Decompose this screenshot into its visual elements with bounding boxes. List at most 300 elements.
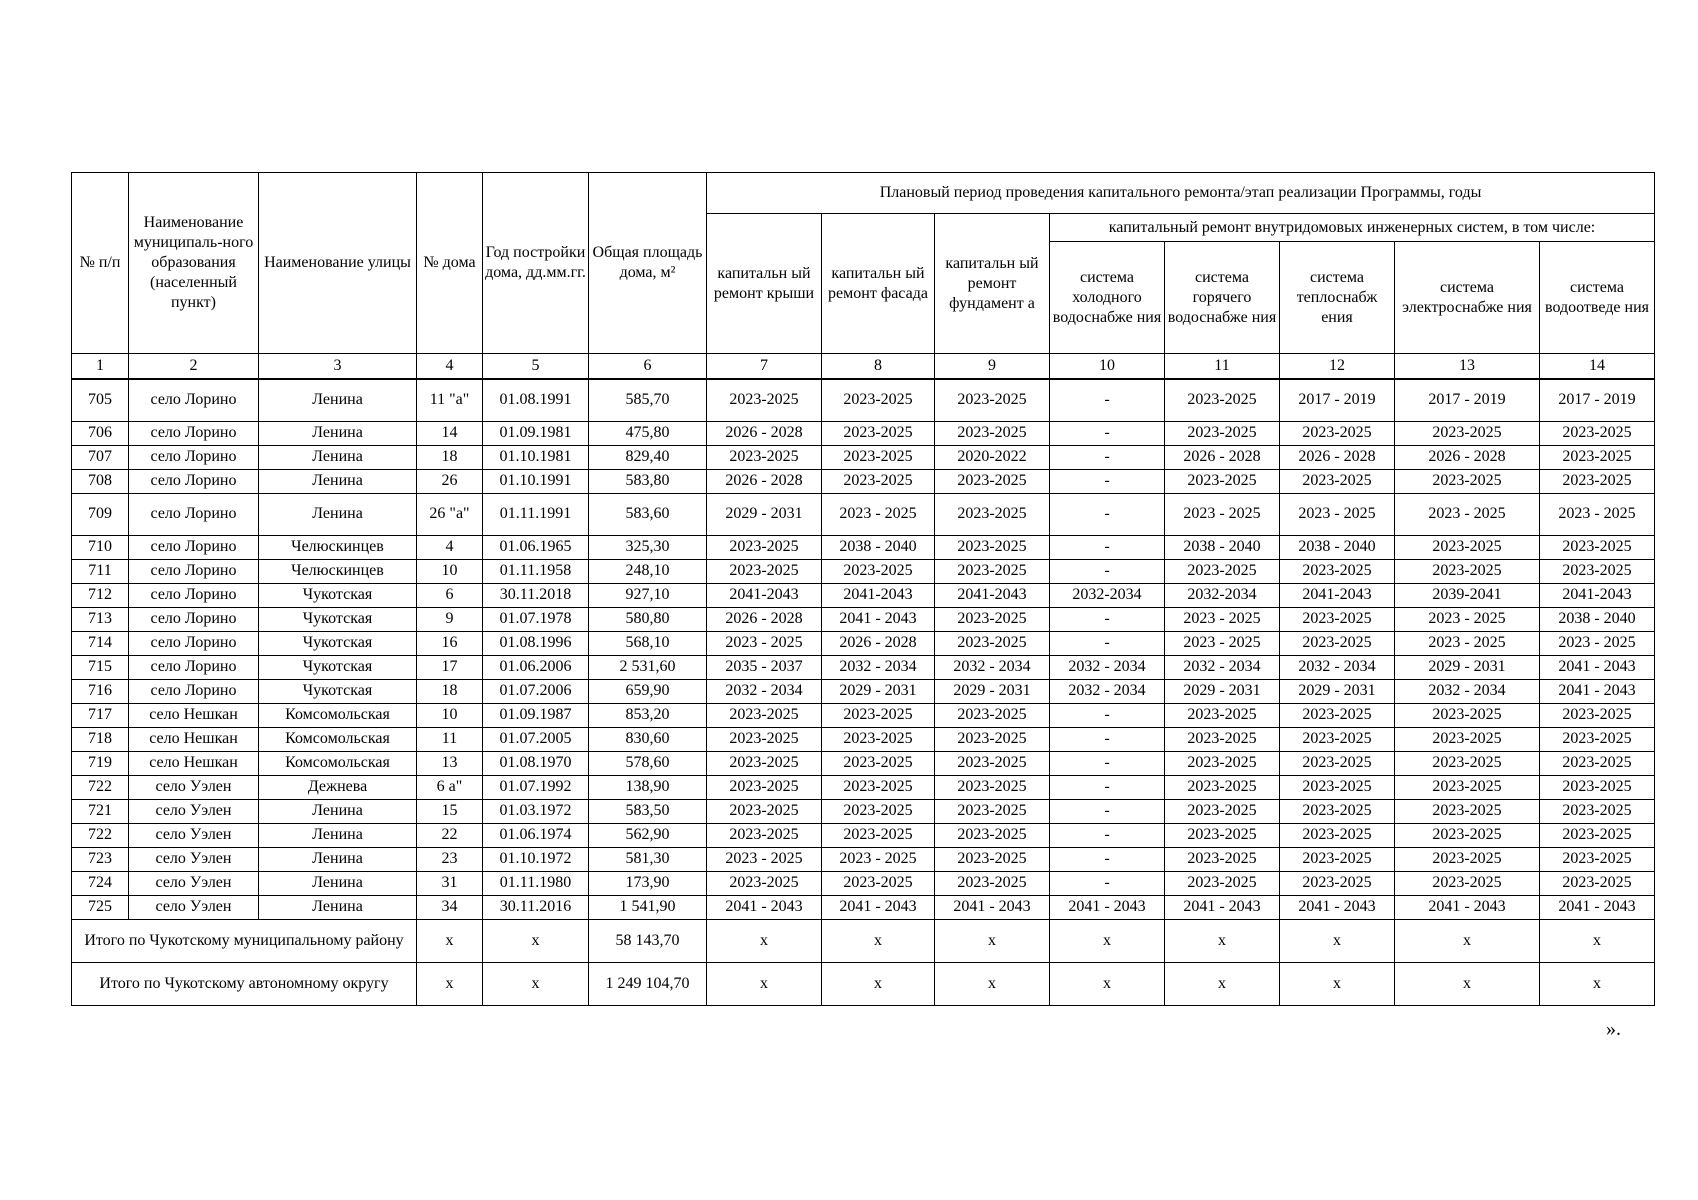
cell-house: 18: [417, 445, 483, 469]
closing-quote-mark: ».: [1606, 1018, 1621, 1040]
col-number: 8: [822, 354, 935, 380]
cell-c10: -: [1050, 703, 1165, 727]
col-number: 1: [72, 354, 129, 380]
cell-mun: село Уэлен: [129, 799, 259, 823]
cell-c7: 2029 - 2031: [707, 493, 822, 535]
header-hot-water: система горячего водоснабже ния: [1165, 242, 1280, 354]
cell-c7: 2035 - 2037: [707, 655, 822, 679]
cell-c10: -: [1050, 727, 1165, 751]
cell-c12: 2023-2025: [1280, 799, 1395, 823]
cell-c9: 2023-2025: [935, 871, 1050, 895]
cell-year: 01.10.1981: [483, 445, 589, 469]
col-number: 14: [1540, 354, 1655, 380]
cell-c9: 2023-2025: [935, 421, 1050, 445]
cell-mun: село Лорино: [129, 655, 259, 679]
total-c7: х: [707, 919, 822, 962]
cell-year: 01.08.1996: [483, 631, 589, 655]
cell-house: 26: [417, 469, 483, 493]
header-area: Общая площадь дома, м²: [589, 173, 707, 354]
cell-year: 01.11.1991: [483, 493, 589, 535]
cell-street: Челюскинцев: [259, 535, 417, 559]
cell-n: 708: [72, 469, 129, 493]
total-c13: х: [1395, 962, 1540, 1005]
cell-c12: 2023-2025: [1280, 469, 1395, 493]
table-row: [72, 679, 1655, 703]
cell-c7: 2041-2043: [707, 583, 822, 607]
cell-area: 580,80: [589, 607, 707, 631]
cell-c14: 2023-2025: [1540, 421, 1655, 445]
cell-n: 718: [72, 727, 129, 751]
cell-c12: 2041-2043: [1280, 583, 1395, 607]
total-c4: х: [417, 962, 483, 1005]
cell-c7: 2023-2025: [707, 379, 822, 421]
table-row: [72, 559, 1655, 583]
cell-c8: 2038 - 2040: [822, 535, 935, 559]
cell-c13: 2023-2025: [1395, 871, 1540, 895]
header-num: № п/п: [72, 173, 129, 354]
cell-c10: -: [1050, 871, 1165, 895]
total-c7: х: [707, 962, 822, 1005]
total-c6: 1 249 104,70: [589, 962, 707, 1005]
cell-c9: 2023-2025: [935, 823, 1050, 847]
total-c6: 58 143,70: [589, 919, 707, 962]
cell-c11: 2032 - 2034: [1165, 655, 1280, 679]
cell-c14: 2023-2025: [1540, 445, 1655, 469]
cell-year: 01.09.1981: [483, 421, 589, 445]
cell-c9: 2023-2025: [935, 607, 1050, 631]
cell-c14: 2023 - 2025: [1540, 631, 1655, 655]
cell-area: 585,70: [589, 379, 707, 421]
cell-c12: 2017 - 2019: [1280, 379, 1395, 421]
header-roof: капитальн ый ремонт крыши: [707, 214, 822, 354]
cell-c9: 2023-2025: [935, 751, 1050, 775]
col-number: 7: [707, 354, 822, 380]
cell-c13: 2023-2025: [1395, 775, 1540, 799]
cell-n: 725: [72, 895, 129, 919]
cell-street: Комсомольская: [259, 751, 417, 775]
cell-c10: -: [1050, 535, 1165, 559]
cell-c13: 2023-2025: [1395, 727, 1540, 751]
cell-c14: 2041 - 2043: [1540, 895, 1655, 919]
total-c8: х: [822, 919, 935, 962]
cell-area: 853,20: [589, 703, 707, 727]
repair-schedule-table: [71, 172, 1655, 1006]
cell-street: Ленина: [259, 823, 417, 847]
cell-mun: село Лорино: [129, 469, 259, 493]
total-c11: х: [1165, 919, 1280, 962]
cell-c11: 2023-2025: [1165, 703, 1280, 727]
table-row: [72, 421, 1655, 445]
cell-c10: -: [1050, 631, 1165, 655]
cell-mun: село Лорино: [129, 583, 259, 607]
cell-house: 22: [417, 823, 483, 847]
cell-street: Ленина: [259, 799, 417, 823]
cell-c13: 2023-2025: [1395, 421, 1540, 445]
cell-mun: село Нешкан: [129, 703, 259, 727]
cell-c10: -: [1050, 493, 1165, 535]
cell-year: 30.11.2018: [483, 583, 589, 607]
cell-mun: село Уэлен: [129, 847, 259, 871]
cell-area: 325,30: [589, 535, 707, 559]
cell-c8: 2041-2043: [822, 583, 935, 607]
cell-c9: 2029 - 2031: [935, 679, 1050, 703]
cell-year: 01.07.1978: [483, 607, 589, 631]
cell-c7: 2023-2025: [707, 775, 822, 799]
cell-c10: -: [1050, 847, 1165, 871]
cell-c12: 2041 - 2043: [1280, 895, 1395, 919]
cell-c8: 2032 - 2034: [822, 655, 935, 679]
cell-c7: 2041 - 2043: [707, 895, 822, 919]
table-row: [72, 775, 1655, 799]
cell-c13: 2023-2025: [1395, 751, 1540, 775]
col-number: 2: [129, 354, 259, 380]
cell-c9: 2041 - 2043: [935, 895, 1050, 919]
header-period: Плановый период проведения капитального ремонта/этап реализации Программы, годы: [707, 173, 1655, 214]
cell-year: 01.11.1958: [483, 559, 589, 583]
table-header: [72, 173, 1655, 380]
cell-c9: 2023-2025: [935, 631, 1050, 655]
cell-n: 721: [72, 799, 129, 823]
total-c8: х: [822, 962, 935, 1005]
cell-mun: село Уэлен: [129, 895, 259, 919]
cell-c9: 2023-2025: [935, 559, 1050, 583]
cell-c11: 2023-2025: [1165, 775, 1280, 799]
table-row: [72, 871, 1655, 895]
cell-n: 710: [72, 535, 129, 559]
table-row: [72, 583, 1655, 607]
cell-house: 31: [417, 871, 483, 895]
total-c12: х: [1280, 962, 1395, 1005]
cell-c14: 2023 - 2025: [1540, 493, 1655, 535]
total-label: Итого по Чукотскому автономному округу: [72, 962, 417, 1005]
cell-n: 705: [72, 379, 129, 421]
cell-n: 715: [72, 655, 129, 679]
cell-c8: 2023-2025: [822, 469, 935, 493]
cell-c8: 2023-2025: [822, 421, 935, 445]
cell-house: 14: [417, 421, 483, 445]
cell-c10: -: [1050, 607, 1165, 631]
cell-c13: 2023 - 2025: [1395, 631, 1540, 655]
cell-c12: 2023-2025: [1280, 823, 1395, 847]
cell-c8: 2023-2025: [822, 823, 935, 847]
table-row: [72, 799, 1655, 823]
cell-c7: 2026 - 2028: [707, 469, 822, 493]
col-number: 12: [1280, 354, 1395, 380]
cell-n: 714: [72, 631, 129, 655]
cell-area: 578,60: [589, 751, 707, 775]
header-electric: система электроснабже ния: [1395, 242, 1540, 354]
cell-c10: 2032-2034: [1050, 583, 1165, 607]
cell-area: 829,40: [589, 445, 707, 469]
cell-c11: 2023 - 2025: [1165, 607, 1280, 631]
cell-n: 719: [72, 751, 129, 775]
total-c13: х: [1395, 919, 1540, 962]
cell-c13: 2023-2025: [1395, 535, 1540, 559]
cell-c7: 2023 - 2025: [707, 631, 822, 655]
cell-c8: 2023-2025: [822, 703, 935, 727]
cell-c12: 2023-2025: [1280, 421, 1395, 445]
cell-mun: село Уэлен: [129, 871, 259, 895]
cell-street: Чукотская: [259, 679, 417, 703]
cell-area: 830,60: [589, 727, 707, 751]
cell-c9: 2023-2025: [935, 535, 1050, 559]
cell-c11: 2026 - 2028: [1165, 445, 1280, 469]
cell-house: 10: [417, 703, 483, 727]
total-c12: х: [1280, 919, 1395, 962]
cell-c13: 2023 - 2025: [1395, 493, 1540, 535]
cell-c14: 2023-2025: [1540, 823, 1655, 847]
table-row: [72, 895, 1655, 919]
cell-house: 11: [417, 727, 483, 751]
cell-c10: -: [1050, 823, 1165, 847]
cell-c12: 2026 - 2028: [1280, 445, 1395, 469]
cell-c12: 2023-2025: [1280, 727, 1395, 751]
cell-c14: 2023-2025: [1540, 775, 1655, 799]
col-number: 3: [259, 354, 417, 380]
cell-c11: 2038 - 2040: [1165, 535, 1280, 559]
cell-house: 4: [417, 535, 483, 559]
cell-c14: 2023-2025: [1540, 469, 1655, 493]
cell-c10: 2032 - 2034: [1050, 655, 1165, 679]
cell-n: 713: [72, 607, 129, 631]
cell-c9: 2020-2022: [935, 445, 1050, 469]
cell-street: Комсомольская: [259, 727, 417, 751]
header-year: Год постройки дома, дд.мм.гг.: [483, 173, 589, 354]
cell-street: Ленина: [259, 493, 417, 535]
cell-c13: 2023-2025: [1395, 469, 1540, 493]
cell-mun: село Нешкан: [129, 751, 259, 775]
cell-c11: 2023-2025: [1165, 871, 1280, 895]
cell-c13: 2023-2025: [1395, 559, 1540, 583]
cell-c8: 2023-2025: [822, 799, 935, 823]
cell-street: Ленина: [259, 379, 417, 421]
cell-c12: 2032 - 2034: [1280, 655, 1395, 679]
cell-year: 01.03.1972: [483, 799, 589, 823]
cell-c7: 2032 - 2034: [707, 679, 822, 703]
cell-c10: -: [1050, 421, 1165, 445]
cell-c10: 2032 - 2034: [1050, 679, 1165, 703]
col-number: 5: [483, 354, 589, 380]
cell-area: 583,80: [589, 469, 707, 493]
cell-street: Комсомольская: [259, 703, 417, 727]
cell-c11: 2029 - 2031: [1165, 679, 1280, 703]
cell-n: 722: [72, 823, 129, 847]
cell-house: 6 а": [417, 775, 483, 799]
col-number: 9: [935, 354, 1050, 380]
table-row: [72, 823, 1655, 847]
cell-area: 568,10: [589, 631, 707, 655]
total-row: [72, 919, 1655, 962]
cell-c11: 2023-2025: [1165, 559, 1280, 583]
header-drainage: система водоотведе ния: [1540, 242, 1655, 354]
cell-mun: село Лорино: [129, 421, 259, 445]
cell-year: 01.06.1974: [483, 823, 589, 847]
total-c5: х: [483, 962, 589, 1005]
cell-year: 01.08.1970: [483, 751, 589, 775]
cell-house: 17: [417, 655, 483, 679]
cell-house: 13: [417, 751, 483, 775]
cell-c8: 2023-2025: [822, 727, 935, 751]
cell-area: 138,90: [589, 775, 707, 799]
cell-mun: село Лорино: [129, 559, 259, 583]
cell-n: 706: [72, 421, 129, 445]
cell-c11: 2023-2025: [1165, 847, 1280, 871]
cell-c8: 2023 - 2025: [822, 847, 935, 871]
cell-year: 01.07.2006: [483, 679, 589, 703]
cell-c9: 2023-2025: [935, 799, 1050, 823]
cell-c10: -: [1050, 559, 1165, 583]
cell-year: 01.11.1980: [483, 871, 589, 895]
cell-c9: 2023-2025: [935, 493, 1050, 535]
cell-c14: 2041 - 2043: [1540, 679, 1655, 703]
cell-c8: 2041 - 2043: [822, 607, 935, 631]
cell-c9: 2023-2025: [935, 775, 1050, 799]
cell-c7: 2023-2025: [707, 823, 822, 847]
total-c4: х: [417, 919, 483, 962]
cell-c14: 2041-2043: [1540, 583, 1655, 607]
cell-c13: 2041 - 2043: [1395, 895, 1540, 919]
cell-c14: 2023-2025: [1540, 871, 1655, 895]
cell-c8: 2026 - 2028: [822, 631, 935, 655]
cell-c8: 2023-2025: [822, 871, 935, 895]
cell-c14: 2041 - 2043: [1540, 655, 1655, 679]
cell-c10: -: [1050, 751, 1165, 775]
cell-street: Чукотская: [259, 607, 417, 631]
cell-c13: 2017 - 2019: [1395, 379, 1540, 421]
cell-c10: -: [1050, 469, 1165, 493]
cell-c10: -: [1050, 445, 1165, 469]
cell-mun: село Лорино: [129, 493, 259, 535]
cell-house: 11 "а": [417, 379, 483, 421]
header-street: Наименование улицы: [259, 173, 417, 354]
header-facade: капитальн ый ремонт фасада: [822, 214, 935, 354]
header-house: № дома: [417, 173, 483, 354]
table-row: [72, 655, 1655, 679]
cell-c11: 2023-2025: [1165, 751, 1280, 775]
cell-c11: 2032-2034: [1165, 583, 1280, 607]
cell-area: 475,80: [589, 421, 707, 445]
header-municipality: Наименование муниципаль-ного образования (населенный пункт): [129, 173, 259, 354]
cell-area: 927,10: [589, 583, 707, 607]
cell-c8: 2023-2025: [822, 445, 935, 469]
table-row: [72, 703, 1655, 727]
cell-house: 9: [417, 607, 483, 631]
cell-c9: 2023-2025: [935, 379, 1050, 421]
cell-n: 712: [72, 583, 129, 607]
cell-house: 26 "а": [417, 493, 483, 535]
cell-c13: 2026 - 2028: [1395, 445, 1540, 469]
cell-c13: 2023 - 2025: [1395, 607, 1540, 631]
cell-year: 01.10.1972: [483, 847, 589, 871]
cell-year: 01.06.2006: [483, 655, 589, 679]
cell-c7: 2023-2025: [707, 559, 822, 583]
cell-n: 717: [72, 703, 129, 727]
column-number-row: [72, 354, 1655, 380]
cell-house: 16: [417, 631, 483, 655]
cell-year: 01.07.1992: [483, 775, 589, 799]
cell-area: 583,50: [589, 799, 707, 823]
cell-c12: 2029 - 2031: [1280, 679, 1395, 703]
cell-c13: 2023-2025: [1395, 703, 1540, 727]
cell-c12: 2023-2025: [1280, 775, 1395, 799]
cell-c11: 2023-2025: [1165, 379, 1280, 421]
cell-street: Ленина: [259, 847, 417, 871]
cell-c12: 2023-2025: [1280, 871, 1395, 895]
cell-year: 01.08.1991: [483, 379, 589, 421]
cell-c8: 2023-2025: [822, 751, 935, 775]
total-c14: х: [1540, 919, 1655, 962]
cell-c12: 2023-2025: [1280, 847, 1395, 871]
cell-house: 15: [417, 799, 483, 823]
cell-c11: 2023-2025: [1165, 727, 1280, 751]
header-heat: система теплоснабж ения: [1280, 242, 1395, 354]
cell-c12: 2023 - 2025: [1280, 493, 1395, 535]
cell-n: 716: [72, 679, 129, 703]
cell-c10: -: [1050, 379, 1165, 421]
table-row: [72, 445, 1655, 469]
cell-mun: село Лорино: [129, 445, 259, 469]
cell-street: Ленина: [259, 895, 417, 919]
cell-c7: 2023-2025: [707, 727, 822, 751]
cell-c9: 2023-2025: [935, 847, 1050, 871]
col-number: 4: [417, 354, 483, 380]
cell-year: 01.07.2005: [483, 727, 589, 751]
table-row: [72, 847, 1655, 871]
cell-area: 659,90: [589, 679, 707, 703]
cell-year: 01.06.1965: [483, 535, 589, 559]
cell-c7: 2023-2025: [707, 751, 822, 775]
cell-c11: 2023-2025: [1165, 421, 1280, 445]
cell-c7: 2023-2025: [707, 445, 822, 469]
cell-c12: 2023-2025: [1280, 607, 1395, 631]
cell-house: 18: [417, 679, 483, 703]
cell-house: 6: [417, 583, 483, 607]
cell-street: Чукотская: [259, 583, 417, 607]
cell-n: 707: [72, 445, 129, 469]
cell-c11: 2023-2025: [1165, 469, 1280, 493]
cell-c14: 2023-2025: [1540, 799, 1655, 823]
cell-n: 709: [72, 493, 129, 535]
cell-mun: село Уэлен: [129, 823, 259, 847]
total-c10: х: [1050, 962, 1165, 1005]
cell-c7: 2023-2025: [707, 799, 822, 823]
total-c9: х: [935, 962, 1050, 1005]
cell-c7: 2026 - 2028: [707, 607, 822, 631]
total-label: Итого по Чукотскому муниципальному району: [72, 919, 417, 962]
cell-c7: 2026 - 2028: [707, 421, 822, 445]
cell-mun: село Уэлен: [129, 775, 259, 799]
cell-house: 23: [417, 847, 483, 871]
cell-c8: 2041 - 2043: [822, 895, 935, 919]
cell-c14: 2023-2025: [1540, 559, 1655, 583]
cell-year: 01.10.1991: [483, 469, 589, 493]
table-row: [72, 493, 1655, 535]
cell-c12: 2038 - 2040: [1280, 535, 1395, 559]
cell-c14: 2023-2025: [1540, 535, 1655, 559]
cell-c13: 2023-2025: [1395, 799, 1540, 823]
cell-c7: 2023-2025: [707, 703, 822, 727]
cell-c8: 2029 - 2031: [822, 679, 935, 703]
cell-mun: село Лорино: [129, 535, 259, 559]
cell-c14: 2023-2025: [1540, 847, 1655, 871]
total-c9: х: [935, 919, 1050, 962]
cell-street: Ленина: [259, 871, 417, 895]
total-c11: х: [1165, 962, 1280, 1005]
cell-c7: 2023-2025: [707, 535, 822, 559]
cell-street: Чукотская: [259, 655, 417, 679]
cell-c13: 2032 - 2034: [1395, 679, 1540, 703]
col-number: 13: [1395, 354, 1540, 380]
